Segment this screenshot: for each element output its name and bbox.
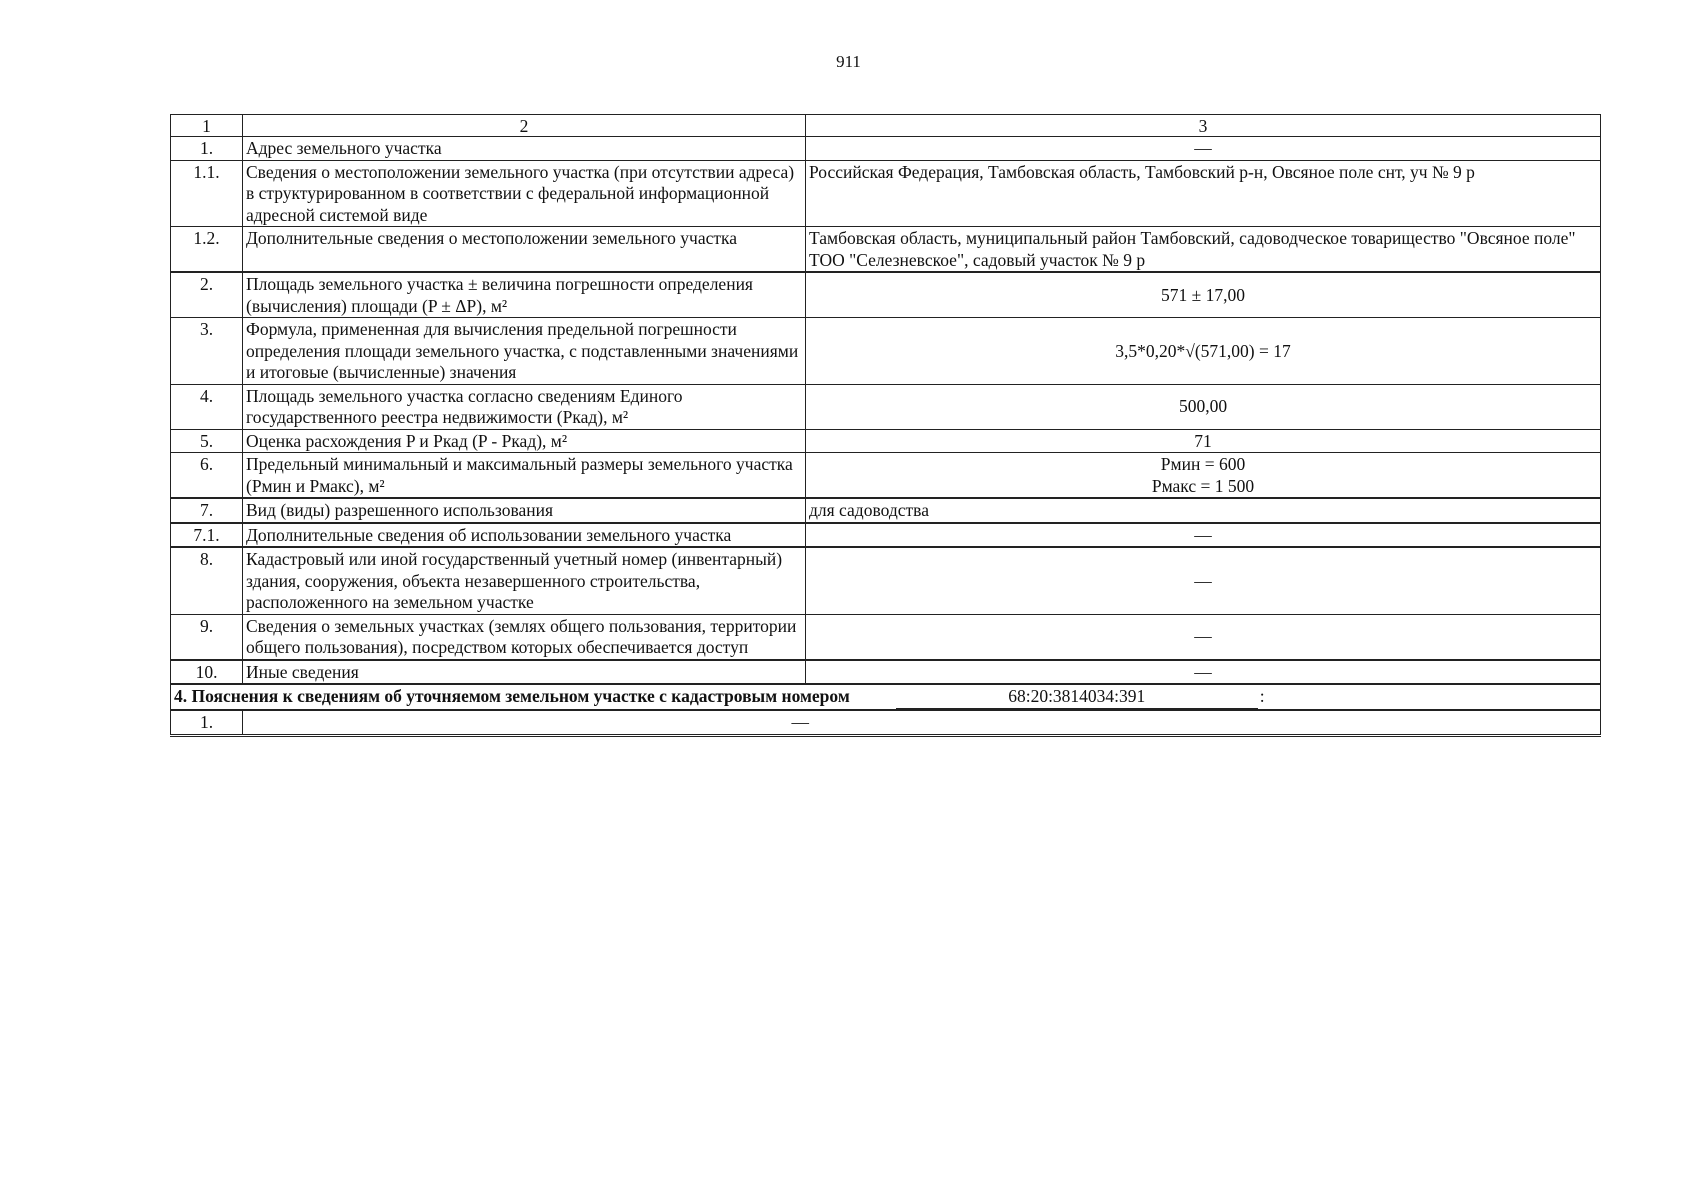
row-label: Дополнительные сведения о местоположении земельного участка [243, 227, 806, 273]
row-number: 4. [171, 384, 243, 429]
row-number: 1.2. [171, 227, 243, 273]
table-row [171, 227, 1601, 273]
section-4-heading-row [171, 684, 1601, 710]
column-number-2: 2 [243, 115, 806, 137]
table-row [171, 137, 1601, 161]
row-label: Площадь земельного участка согласно сведениям Единого государственного реестра недвижимости (Pкад), м² [243, 384, 806, 429]
table-row [171, 160, 1601, 227]
row-value: — [806, 523, 1601, 548]
column-number-row [171, 115, 1601, 137]
table-row [171, 547, 1601, 614]
table-row [171, 429, 1601, 453]
column-number-1: 1 [171, 115, 243, 137]
max-size-value: Pмакс = 1 500 [1151, 475, 1255, 496]
row-value: 3,5*0,20*√(571,00) = 17 [806, 318, 1601, 385]
min-size-value: Pмин = 600 [1160, 454, 1246, 474]
row-label: Дополнительные сведения об использовании земельного участка [243, 523, 806, 548]
row-label: Формула, примененная для вычисления предельной погрешности определения площади земельного участка, с подставленными значениями и итоговые (вычисленные) значения [243, 318, 806, 385]
table-row [171, 523, 1601, 548]
cadastral-number: 68:20:3814034:391 [896, 686, 1258, 709]
row-number: 6. [171, 453, 243, 499]
row-label: Сведения о земельных участках (землях общего пользования, территории общего пользования), посредством которых обеспечивается доступ [243, 614, 806, 660]
row-label: Оценка расхождения P и Pкад (P - Pкад), м² [243, 429, 806, 453]
row-value: 71 [806, 429, 1601, 453]
row-label: Кадастровый или иной государственный учетный номер (инвентарный) здания, сооружения, объекта незавершенного строительства, расположенного на земельном участке [243, 547, 806, 614]
land-plot-table [170, 114, 1601, 737]
table-row [171, 384, 1601, 429]
row-number: 1.1. [171, 160, 243, 227]
row-number: 3. [171, 318, 243, 385]
column-number-3: 3 [806, 115, 1601, 137]
page-number: 911 [836, 52, 861, 71]
row-value: — [806, 137, 1601, 161]
table-row [171, 318, 1601, 385]
row-label: Площадь земельного участка ± величина погрешности определения (вычисления) площади (P ± ΔP), м² [243, 272, 806, 318]
row-value: для садоводства [806, 498, 1601, 523]
row-label: Предельный минимальный и максимальный размеры земельного участка (Pмин и Pмакс), м² [243, 453, 806, 499]
row-value [806, 453, 1601, 499]
row-value: — [806, 660, 1601, 685]
table-row [171, 453, 1601, 499]
row-value: Российская Федерация, Тамбовская область, Тамбовский р-н, Овсяное поле снт, уч № 9 р [806, 160, 1601, 227]
table-row [171, 498, 1601, 523]
row-label: Сведения о местоположении земельного участка (при отсутствии адреса) в структурированном в соответствии с федеральной информационной адресной системой виде [243, 160, 806, 227]
row-number: 8. [171, 547, 243, 614]
row-value: — [806, 614, 1601, 660]
table-row [171, 710, 1601, 736]
table-row [171, 660, 1601, 685]
section-4-heading [171, 684, 1601, 710]
row-value: — [806, 547, 1601, 614]
row-value: 500,00 [806, 384, 1601, 429]
section-4-title: 4. Пояснения к сведениям об уточняемом земельном участке с кадастровым номером [174, 686, 850, 706]
row-number: 9. [171, 614, 243, 660]
explanation-value: — [791, 711, 809, 732]
row-value: 571 ± 17,00 [806, 272, 1601, 318]
row-number: 10. [171, 660, 243, 685]
section-4-colon: : [1259, 686, 1265, 706]
row-value [243, 710, 1601, 736]
row-number: 2. [171, 272, 243, 318]
row-label: Иные сведения [243, 660, 806, 685]
row-number: 1. [171, 137, 243, 161]
row-value: Тамбовская область, муниципальный район Тамбовский, садоводческое товарищество "Овсяное поле" ТОО "Селезневское", садовый участок № 9 р [806, 227, 1601, 273]
table-row [171, 272, 1601, 318]
row-number: 7. [171, 498, 243, 523]
row-number: 5. [171, 429, 243, 453]
row-label: Адрес земельного участка [243, 137, 806, 161]
row-number: 7.1. [171, 523, 243, 548]
row-number: 1. [171, 710, 243, 736]
table-row [171, 614, 1601, 660]
row-label: Вид (виды) разрешенного использования [243, 498, 806, 523]
